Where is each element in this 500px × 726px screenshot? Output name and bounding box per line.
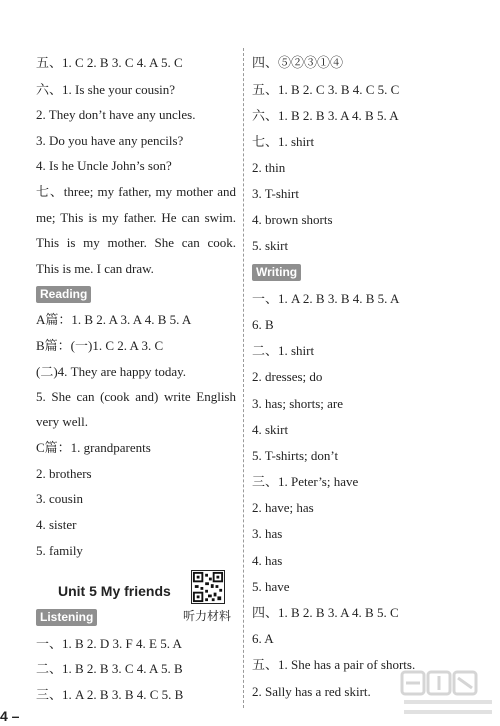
answer-line: This is me. I can draw.	[36, 261, 154, 276]
answer-line: 5. family	[36, 543, 83, 558]
answer-line: 七、1. shirt	[252, 134, 315, 149]
answer-line: 一、1. B 2. D 3. F 4. E 5. A	[36, 636, 182, 651]
answer-line: me; This is my father. He can swim.	[36, 210, 236, 225]
page-number: 4 –	[0, 708, 20, 724]
answer-line: 4. Is he Uncle John’s son?	[36, 158, 172, 173]
answer-line: 4. sister	[36, 517, 77, 532]
answer-line: 4. skirt	[252, 422, 289, 437]
answer-line: 六、1. B 2. B 3. A 4. B 5. A	[252, 108, 399, 123]
answer-line: 4. brown shorts	[252, 212, 333, 227]
answer-line: A篇：1. B 2. A 3. A 4. B 5. A	[36, 312, 192, 327]
answer-line: 2. have; has	[252, 500, 314, 515]
reading-section-badge: Reading	[36, 286, 91, 303]
column-divider	[243, 48, 244, 708]
answer-line: 2. brothers	[36, 466, 92, 481]
answer-line: 二、1. B 2. B 3. C 4. A 5. B	[36, 661, 183, 676]
listening-section-badge: Listening	[36, 609, 97, 626]
answer-line: 2. Sally has a red skirt.	[252, 684, 371, 699]
answer-line: 2. They don’t have any uncles.	[36, 107, 196, 122]
answer-line: 3. Do you have any pencils?	[36, 133, 184, 148]
answer-line: 五、1. B 2. C 3. B 4. C 5. C	[252, 82, 400, 97]
answer-line: 四、⑤②③①④	[252, 55, 344, 70]
answer-line: 二、1. shirt	[252, 343, 315, 358]
answer-line: 三、1. Peter’s; have	[252, 474, 359, 489]
watermark-logo-icon	[398, 668, 498, 720]
answer-line: C篇：1. grandparents	[36, 440, 151, 455]
answer-line: (二)4. They are happy today.	[36, 364, 187, 379]
answer-line: 五、1. C 2. B 3. C 4. A 5. C	[36, 55, 183, 70]
answer-line: 2. thin	[252, 160, 286, 175]
answer-line: 6. B	[252, 317, 274, 332]
answer-line: 5. T-shirts; don’t	[252, 448, 339, 463]
answer-line: B篇：(一)1. C 2. A 3. C	[36, 338, 164, 353]
writing-section-badge: Writing	[252, 264, 301, 281]
answer-line: 七、three; my father, my mother and	[36, 184, 236, 199]
answer-line: 四、1. B 2. B 3. A 4. B 5. C	[252, 605, 399, 620]
answer-line: 5. have	[252, 579, 290, 594]
answer-line: 六、1. Is she your cousin?	[36, 82, 176, 97]
answer-line: 3. cousin	[36, 491, 83, 506]
answer-line: 6. A	[252, 631, 274, 646]
answer-line: 五、1. She has a pair of shorts.	[252, 657, 416, 672]
answer-line: very well.	[36, 414, 88, 429]
answer-line: 4. has	[252, 553, 283, 568]
answer-line: 3. has; shorts; are	[252, 396, 343, 411]
answer-line: 3. has	[252, 526, 283, 541]
answer-line: 2. dresses; do	[252, 369, 323, 384]
answer-line: 三、1. A 2. B 3. B 4. C 5. B	[36, 687, 184, 702]
qr-code-icon	[191, 570, 225, 604]
answer-line: This is my mother. She can cook.	[36, 235, 236, 250]
unit-title: Unit 5 My friends	[58, 583, 171, 599]
answer-line: 5. skirt	[252, 238, 289, 253]
answer-line: 一、1. A 2. B 3. B 4. B 5. A	[252, 291, 400, 306]
answer-line: 5. She can (cook and) write English	[36, 389, 236, 404]
answer-line: 3. T-shirt	[252, 186, 299, 201]
qr-caption: 听力材料	[183, 609, 232, 623]
